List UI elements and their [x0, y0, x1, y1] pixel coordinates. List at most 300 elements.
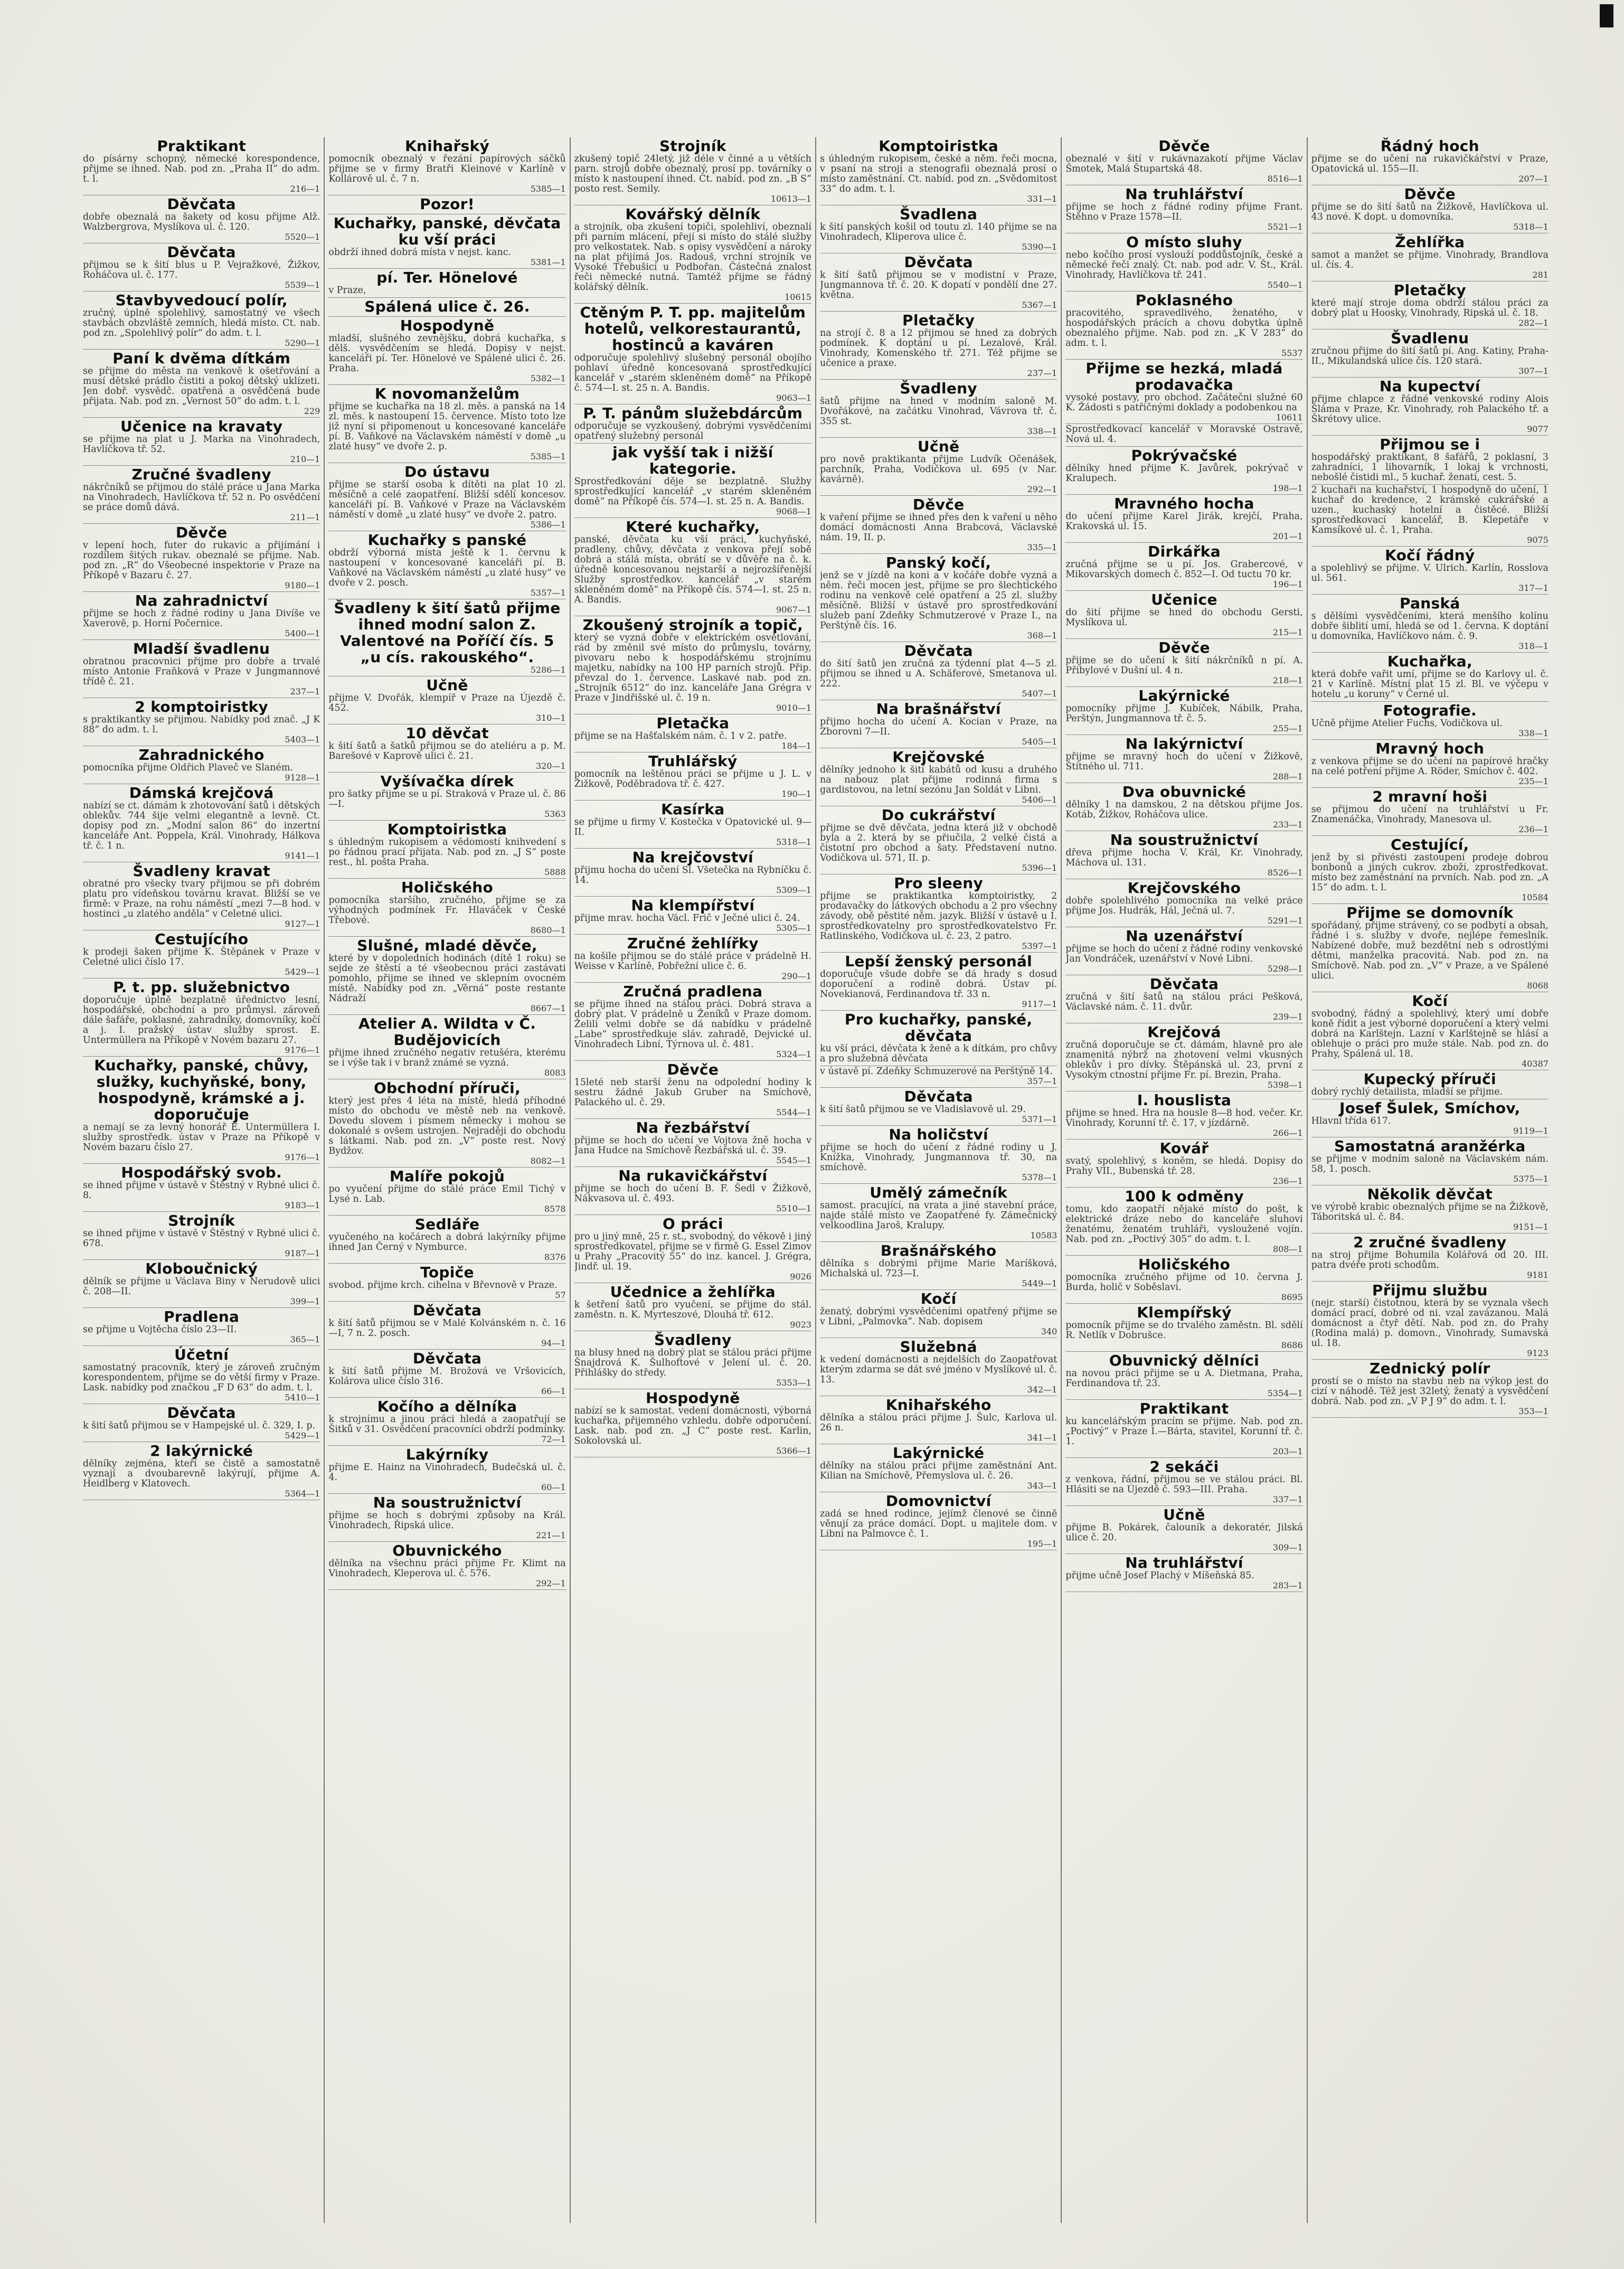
classified-ad: [328, 137, 565, 195]
classified-ad: [1311, 137, 1549, 185]
ad-text: k šití šatů přijme M. Brožová ve Vršovicích, Kolárova ulice číslo 316.: [328, 1366, 566, 1387]
ad-reference-number: 5353—1: [776, 1378, 811, 1388]
ad-headline: Stavbyvedoucí polír,: [115, 291, 288, 309]
ad-text: dělníky 1 na damskou, 2 na dětskou přijme Jos. Kotáb, Žižkov, Roháčova ulice.: [1065, 799, 1303, 820]
ad-reference-number: 5540—1: [1267, 280, 1303, 290]
ad-text: dělníka a stálou práci přijme J. Šulc, Karlova ul. 26 n.: [819, 1413, 1058, 1433]
classified-ad: [1065, 975, 1302, 1023]
classified-ad: [328, 317, 565, 385]
ad-headline: Pokrývačské: [1131, 447, 1238, 464]
ad-text: dělník se přijme u Václava Biny v Nerudově ulici č. 208—II.: [83, 1276, 320, 1297]
ad-headline: Mravného hocha: [1114, 495, 1254, 512]
ad-text: pomocníka zručného přijme od 10. června J. Burda, holič v Soběslavi.: [1065, 1272, 1303, 1293]
ad-reference-number: 5385—1: [530, 451, 566, 462]
ad-reference-number: 72—1: [541, 1434, 566, 1444]
ad-headline: Na rukavičkářství: [618, 1167, 768, 1184]
ad-text: z venkova přijme se do učení na papírové hračky na celé potření přijme A. Röder, Smíchov č. 402.: [1311, 756, 1549, 777]
ad-text: přijme se hned. Hra na housle 8—8 hod. večer. Kr. Vinohrady, Korunní tř. č. 17, v jízdárně.: [1065, 1108, 1303, 1128]
ad-text: samot a manžet se přijme. Vinohrady, Brandlova ul. čís. 4.: [1311, 250, 1549, 270]
classified-ad: [328, 1168, 565, 1216]
classified-ad: [328, 298, 565, 317]
classified-ad: [328, 599, 565, 676]
ad-reference-number: 9119—1: [1513, 1126, 1549, 1136]
ad-text: Hlavní třída 617.: [1311, 1116, 1391, 1126]
ad-headline: Obuvnického: [392, 1542, 502, 1559]
ad-headline: Pletačka: [656, 714, 730, 732]
classified-ad: [1311, 1137, 1549, 1185]
classified-ad: [83, 930, 320, 978]
ad-headline: Knihařského: [885, 1396, 992, 1414]
ad-reference-number: 10613—1: [770, 194, 811, 204]
ad-headline: Děvčata: [904, 253, 973, 271]
classified-ad: [1065, 735, 1302, 783]
classified-ad: [820, 1184, 1057, 1242]
ad-text: dělníka na všechnu práci přijme Fr. Klimt na Vinohradech, Kleperova ul. č. 576.: [328, 1558, 566, 1579]
ad-text: samost. pracující, na vrata a jiné stavební práce, najde stálé místo ve Zaopatřené fy. Zámečnický velkoodlina Jaroš, Kralupy.: [819, 1200, 1058, 1231]
ad-reference-number: 184—1: [781, 741, 811, 751]
ad-reference-number: 283—1: [1272, 1580, 1303, 1590]
ad-headline: pí. Ter. Hönelové: [376, 269, 518, 286]
classified-ad: [1065, 783, 1302, 831]
ad-reference-number: 5324—1: [776, 1049, 811, 1059]
ad-text: po vyučení přijme do stálé práce Emil Tichý v Lysé n. Lab.: [328, 1184, 566, 1204]
ad-headline: Kočího a dělníka: [377, 1398, 517, 1415]
ad-reference-number: 8680—1: [530, 925, 566, 935]
ad-text: nabízí se ct. dámám k zhotovování šatů i dětských oblekův. 744 šije velmi elegantně a levně. Ct. dopisy pod zn. „Modní salon 86“ do inzertní kanceláře Ant. Poppela, Král. Vinohrady, Hálkova tř. č. 1 n.: [83, 801, 320, 851]
ad-reference-number: 235—1: [1518, 776, 1549, 786]
ad-headline: Řádný hoch: [1380, 137, 1479, 155]
ad-reference-number: 218—1: [1272, 675, 1303, 685]
ad-reference-number: 215—1: [1272, 627, 1303, 637]
ad-reference-number: 9180—1: [285, 580, 320, 590]
ad-text: se ihned přijme v ústavě v Štěstný v Rybné ulici č. 8.: [83, 1180, 320, 1201]
classified-ad: [328, 1398, 565, 1446]
ad-reference-number: 5318—1: [1513, 222, 1549, 232]
ad-reference-number: 365—1: [290, 1334, 320, 1344]
ad-headline: Na klempířství: [631, 897, 755, 914]
classified-ad: [83, 1212, 320, 1260]
classified-ad: [820, 1088, 1057, 1126]
ad-reference-number: 342—1: [1027, 1385, 1058, 1395]
classified-ad: [1065, 495, 1302, 543]
ad-text: panské, děvčata ku vší práci, kuchyňské, pradleny, chůvy, děvčata z venkova přejí sobě dobrá a stálá místa, obrátí se v důvěře na č. k. úředně koncesovanou nejstarší a nejrozšířenější Služby sprostředkov. kancelář „v starém skleněném domě“ na Příkopě čís. 574—I. st. 25 n. A. Bandis.: [574, 534, 811, 605]
ad-reference-number: 5396—1: [1022, 863, 1058, 873]
ad-headline: Děvčata: [412, 1302, 482, 1319]
ad-reference-number: 5390—1: [1022, 242, 1058, 252]
ad-headline: Krejčová: [1147, 1023, 1221, 1041]
ad-text: nákrčníků se přijmou do stálé práce u Jana Marka na Vinohradech, Havlíčkova tř. 52 n. Po osvědčení se práce domů dává.: [83, 482, 320, 513]
ad-reference-number: 5378—1: [1022, 1172, 1058, 1182]
ad-text: doporučuje úplně bezplatně úřednictvo lesní, hospodářské, obchodní a pro průmysl. zároveň dále šafáře, poklasné, zahradníky, domovníky, kočí a j. I. pražský ústav služby sprost. E. Untermüllera na Příkopě v Novém bazaru 27.: [83, 995, 320, 1046]
ad-text: dělníky zejména, kteří se čistě a samostatně vyznají a dvoubarevně lakýrují, přijme A. Heidlberg v Klatovech.: [83, 1458, 320, 1489]
ad-headline: 2 sekáči: [1149, 1458, 1219, 1475]
ad-reference-number: 5429—1: [285, 967, 320, 977]
ad-reference-number: 5403—1: [285, 735, 320, 745]
ad-reference-number: 57: [555, 1290, 566, 1300]
ad-reference-number: 190—1: [781, 789, 811, 799]
ad-reference-number: 9151—1: [1513, 1222, 1549, 1232]
ad-text: prostí se o místo na stavbu neb na výkop jest do cizí v náhodě. Též jest 32letý, ženatý a vysvědčení dobrá. Nab. pod zn. „V P J 9“ do adm. t. l.: [1311, 1376, 1549, 1407]
ad-reference-number: 94—1: [541, 1338, 566, 1348]
ad-headline: Strojník: [168, 1212, 235, 1229]
classified-ad: [1065, 639, 1302, 687]
ad-text: do šití šatů jen zručná za týdenní plat 4—5 zl. přijmou se ihned u A. Schäferové, Smetanova ul. 222.: [819, 658, 1058, 689]
classified-ad: [328, 1350, 565, 1398]
ad-reference-number: 292—1: [535, 1578, 566, 1588]
ad-text: 15leté neb starší ženu na odpolední hodiny k sestru žádné Jakub Gruber na Smíchově, Palackého ul. č. 29.: [574, 1077, 811, 1108]
ad-headline: O místo sluhy: [1126, 233, 1242, 251]
classified-ad: [574, 1061, 811, 1119]
classified-ad: [328, 773, 565, 821]
classified-ad: [574, 444, 811, 518]
ad-text: jenž se v jízdě na koni a v kočáře dobře vyzná a něm. řeči mocen jest, přijme se pro šlechtického rodinu na venkově celé opatření a 25 zl. služby měsíčně. Bližší v ústavě pro sprostředkování služeb paní Zdeňky Schmutzerové v Praze I., na Perštýně čís. 16.: [819, 570, 1058, 631]
ad-text: k šití šatů přijmou se v Hampejské ul. č. 329, I. p.: [83, 1420, 316, 1431]
ad-reference-number: 5363: [544, 809, 566, 819]
ad-reference-number: 9181: [1527, 1270, 1549, 1280]
ad-headline: Knihařský: [404, 137, 490, 155]
ad-headline: Umělý zámečník: [870, 1184, 1008, 1201]
ad-headline: Brašnářského: [880, 1242, 997, 1259]
ad-reference-number: 5888: [544, 867, 566, 877]
ad-headline: Děvče: [667, 1061, 719, 1078]
ad-text: přijme se mravný hoch do učení v Žižkově, Štítného ul. 711.: [1065, 751, 1303, 772]
ad-reference-number: 808—1: [1272, 1244, 1303, 1254]
ad-headline: Do cukrářství: [881, 806, 996, 824]
ad-headline: Panská: [1400, 595, 1460, 612]
ad-text: ku vší práci, děvčata k ženě a k dítkám, pro chůvy a pro služebná děvčata: [819, 1043, 1058, 1064]
ad-reference-number: 237—1: [1027, 368, 1058, 378]
ad-text: na blusy hned na dobrý plat se stálou práci přijme Šnajdrová K. Šulhoftové v Jelení ul. č. 20. Přihlášky do středy.: [574, 1348, 811, 1378]
ad-text: přijme se hoch do učení B. F. Šedl v Žižkově, Nákvasova ul. č. 493.: [574, 1183, 811, 1204]
ad-headline: Přijmou se i: [1380, 436, 1480, 453]
classified-ad: [1065, 1256, 1302, 1304]
ad-headline: Zahradnického: [138, 746, 265, 764]
ad-headline: Lepší ženský personál: [845, 953, 1033, 970]
classified-ad: [1065, 687, 1302, 735]
ad-headline: Zednický polír: [1370, 1360, 1490, 1377]
ad-headline: Cestující,: [1391, 836, 1469, 853]
ad-reference-number: 8578: [544, 1204, 566, 1214]
ad-headline: Holičského: [1138, 1256, 1231, 1273]
ad-headline: Hospodyně: [646, 1389, 740, 1407]
ad-reference-number: 292—1: [1027, 484, 1058, 494]
ad-text: dělníky hned přijme K. Javůrek, pokrývač v Kralupech.: [1065, 463, 1303, 484]
ad-text: se přijme u firmy V. Kostečka v Opatovické ul. 9—II.: [574, 817, 811, 837]
ad-text: který se vyzná dobře v elektrickém osvětlování, rád by změnil své místo do průmyslu, továrny, pivovaru nebo k hospodářskému strojnímu majetku, nabídky na 100 HP parních strojů. Přip. převzal do 1. července. Laskavé nab. pod zn. „Strojník 6512“ do inz. kanceláře Jana Grégra v Praze v Jindřišské ul. č. 19 n.: [574, 633, 811, 703]
classified-ad: [1311, 378, 1549, 436]
ad-headline: Děvčata: [904, 642, 973, 660]
classified-ad: [820, 380, 1057, 438]
classified-ad: [820, 1396, 1057, 1444]
ad-reference-number: 237—1: [290, 686, 320, 696]
ad-text: dělníky na stálou práci přijme zaměstnání Ant. Kilian na Smíchově, Přemyslova ul. č. 26.: [819, 1461, 1058, 1481]
classified-ad: [820, 1492, 1057, 1550]
ad-text: svobodný, řádný a spolehlivý, který umí dobře koně řídit a jest výborné doporučení a který velmi dobrá na Karlštejn. Lazní v Karlštejně se hlásí a oblehuje o práci pro muže stále. Nab. pod zn. do Prahy, Spálená ul. 18.: [1311, 1009, 1549, 1059]
ad-text: obratnou pracovnici přijme pro dobře a trvalé místo Antonie Fraňková v Praze v Jungmannové třídě č. 21.: [83, 656, 320, 687]
ad-headline: Lakýrníky: [405, 1446, 489, 1463]
ad-reference-number: 9026: [790, 1272, 811, 1282]
ad-text: obdrží ihned dobrá místa v nejst. kanc.: [328, 247, 512, 258]
classified-ad: [83, 1164, 320, 1212]
ad-text: přijme chlapce z řádné venkovské rodiny Alois Šláma v Praze, Kr. Vinohrady, roh Palackého tř. a Škrétovy ulice.: [1311, 394, 1549, 425]
classified-ad: [328, 1302, 565, 1350]
ad-reference-number: 5521—1: [1267, 222, 1303, 232]
classified-ad: [820, 438, 1057, 496]
ad-headline: Děvče: [1158, 137, 1210, 155]
ad-headline: Děvče: [912, 496, 965, 513]
classified-ad: [328, 1079, 565, 1168]
classified-ad: [83, 1057, 320, 1164]
classified-ad: [820, 953, 1057, 1011]
ad-text: z venkova, řádní, přijmou se ve stálou práci. Bl. Hlásiti se na Újezdě č. 593—III. Praha.: [1065, 1474, 1303, 1495]
ad-headline: Zručná pradlena: [623, 983, 763, 1000]
ad-reference-number: 239—1: [1272, 1012, 1303, 1022]
ad-headline: Kuchařky, panské, chůvy, služky, kuchyňské, bony, hospodyně, krámské a j. doporučuje: [94, 1057, 309, 1123]
ad-reference-number: 5545—1: [776, 1155, 811, 1165]
ad-reference-number: 341—1: [1027, 1433, 1058, 1443]
ad-headline: Panský kočí,: [885, 554, 992, 571]
ad-reference-number: 229: [304, 406, 320, 416]
classified-ad: [574, 1119, 811, 1167]
ad-headline: Josef Šulek, Smíchov,: [1339, 1099, 1521, 1117]
classified-ad: [83, 1308, 320, 1346]
classified-ad: [574, 1389, 811, 1457]
ad-text: obdrží výborná místa ještě k 1. červnu k nastoupení v koncesované kanceláři pí. B. Vaňkové na Václavském náměstí „u zlaté husy“ ve dvoře v 2. posch.: [328, 548, 566, 588]
ad-text: s úhledným rukopisem, české a něm. řeči mocna, v psaní na stroji a stenografii obeznalá prosí o místo zaměstnání. Ct. nabíd. pod zn. „Svědomitost 33“ do adm. t. l.: [819, 154, 1058, 194]
ad-reference-number: 8083: [544, 1068, 566, 1078]
classified-ad: [83, 746, 320, 784]
ad-text: se přijme do města na venkově k ošetřování a musí dětské prádlo čistiti a pokoj dětský uklízeti. Jen dobř. vysvědč. opatřená a osvědčená bude přijata. Nab. pod zn. „Vernost 50“ do adm. t. l.: [83, 366, 320, 407]
classified-ad: [820, 312, 1057, 380]
ads-column: [79, 137, 325, 2223]
ad-headline: Na soustružnictví: [373, 1494, 522, 1511]
ad-reference-number: 60—1: [541, 1482, 566, 1492]
classified-ad: [574, 1167, 811, 1215]
ad-headline: Krejčovské: [892, 748, 985, 766]
ad-reference-number: 203—1: [1272, 1446, 1303, 1456]
ad-headline: Kupecký příruči: [1363, 1070, 1496, 1088]
ad-text: Sprostředkování děje se bezplatně. Služby sprostředkující kancelář „v starém skleněném domě“ na Příkopě čís. 574—I. st. 25 n. A. Bandis.: [574, 476, 811, 507]
ad-text: tomu, kdo zaopatří nějaké místo do pošt, k elektrické dráze nebo do kanceláře sluhovi ženatému, ženatém truhláři, vysloužené vojín. Nab. pod zn. „Poctivý 305“ do adm. t. l.: [1065, 1204, 1303, 1245]
classified-ad: [83, 862, 320, 930]
classified-ad: [83, 1260, 320, 1308]
ad-reference-number: 5385—1: [530, 184, 566, 194]
classified-ad: [1065, 291, 1302, 360]
classified-ad: [328, 879, 565, 937]
ad-reference-number: 210—1: [290, 454, 320, 464]
ad-text: které mají stroje doma obdrží stálou práci za dobrý plat u Hoosky, Vinohrady, Ripská ul. č. 18.: [1311, 298, 1549, 318]
ad-reference-number: 8376: [544, 1252, 566, 1262]
ad-text: obratné pro všecky tvary přijmou se při dobrém platu pro vídeňskou továrnu kravat. Bližší se ve firmě: v Praze, na rohu náměstí „mezi 7—8 hod. v hostinci „u zlatého anděla“ v Celetné ulici.: [83, 879, 320, 919]
ad-text: přijme se do učení na rukavičkářství v Praze, Opatovická ul. 155—II.: [1311, 154, 1549, 174]
ad-text: samostatný pracovník, který je zároveň zručným korespondentem, přijme se do větší firmy v Praze. Lask. nabídky pod značkou „F D 63“ do adm. t. l.: [83, 1362, 320, 1393]
ad-reference-number: 8068: [1527, 981, 1549, 991]
ad-text: k vedení domácnosti a nejdelších do Zaopatřovat kterým zdarma se dát své jméno v Myslíkové ul. č. 13.: [819, 1354, 1058, 1385]
classified-ad: [574, 518, 811, 616]
classified-ad: [328, 676, 565, 724]
ad-text: přijme se hoch do učení z řádné rodiny venkovské Jan Vondráček, uzenářství v Nové Libni.: [1065, 944, 1303, 964]
classified-ad: [1311, 904, 1549, 992]
ad-headline: Mladší švadlenu: [133, 640, 270, 657]
ad-reference-number: 5429—1: [285, 1430, 320, 1441]
ad-headline: Děvčata: [167, 195, 236, 213]
ads-column: [1062, 137, 1307, 2223]
classified-ad: [820, 496, 1057, 554]
ad-text: se přijmou do učení na truhlářství u Fr. Znamenáčka, Vinohrady, Manesova ul.: [1311, 804, 1549, 825]
classified-ad: [820, 1126, 1057, 1184]
ad-headline: Děvčata: [167, 243, 236, 261]
ad-reference-number: 8082—1: [530, 1156, 566, 1166]
ad-headline: Poklasného: [1135, 291, 1233, 309]
ad-reference-number: 8695: [1281, 1292, 1303, 1302]
classified-ad: [83, 137, 320, 195]
classified-ad: [1311, 281, 1549, 329]
classified-ad: [1065, 1091, 1302, 1140]
ad-text: se přijme na plat u J. Marka na Vinohradech, Havlíčkova tř. 52.: [83, 434, 320, 455]
ad-reference-number: 9187—1: [285, 1248, 320, 1258]
classified-ad: [1065, 1023, 1302, 1091]
ad-text: zručný, úplně spolehlivý, samostatný ve všech stavbách obzvláště zemních, hledá místo. Ct. nab. pod zn. „Spolehlivý polír“ do adm. t. l.: [83, 308, 320, 338]
classified-ad: [1311, 185, 1549, 233]
ad-text: pomocníka staršího, zručného, přijme se za výhodných podmínek Fr. Hlaváček v České Třebové.: [328, 895, 566, 926]
ad-text: s dělšími vysvědčeními, která menšího kolínu dobře šiblití umí, hledá se od 1. června. K doptání u domovníka, Havlíčkovo nám. č. 9.: [1311, 611, 1549, 642]
ad-text: přijme se dvě děvčata, jedna která již v obchodě byla a 2. která by se přiučila, 2 velké čistá a čistotní pro obchod a šaty. Představení nutno. Vodičkova ul. 571, II. p.: [819, 823, 1058, 863]
ad-text: ženatý, dobrými vysvědčeními opatřený přijme se v Libni, „Palmovka“. Nab. dopisem: [819, 1306, 1058, 1327]
classified-ad: [574, 616, 811, 714]
ad-headline: Komptoiristka: [879, 137, 999, 155]
ad-reference-number: 211—1: [290, 512, 320, 522]
ad-headline: Učenice na kravaty: [120, 418, 283, 435]
ad-reference-number: 5407—1: [1022, 689, 1058, 699]
ad-reference-number: 340: [1041, 1326, 1058, 1336]
classified-ad: [574, 1215, 811, 1283]
ad-headline: Děvče: [1404, 185, 1456, 203]
classified-ad: [574, 983, 811, 1061]
ad-headline: Účetní: [174, 1346, 229, 1363]
ad-headline: P. t. pp. služebnictvo: [113, 978, 290, 996]
ad-text: dobrý rychlý detailista, mladší se přijme.: [1311, 1087, 1503, 1097]
ad-text: do učení přijme Karel Jirák, krejčí, Praha, Krakovská ul. 15.: [1065, 511, 1303, 532]
classified-ad: [574, 137, 811, 205]
ad-headline: Ctěným P. T. pp. majitelům hotelů, velkorestaurantů, hostinců a kaváren: [580, 304, 806, 354]
classified-ad: [328, 724, 565, 773]
classified-ad: [820, 205, 1057, 253]
ad-text: hospodářský praktikant, 8 šafářů, 2 poklasní, 3 zahradníci, 1 lihovarník, 1 lokaj k vrchnosti, nebošlé čistidi ml., 5 kuchař. ženatí, cest. 5.: [1311, 452, 1549, 483]
classified-ad: [1065, 447, 1302, 495]
ad-headline: Dirkářka: [1148, 543, 1221, 560]
ad-text: pro u jiný mně, 25 r. st., svobodný, do věkově i jiný sprostředkovatel, přijme se v firmě G. Essel Zimov u Prahy „Pracovitý 55“ do inz. kancel. J. Grégra, Jindř. ul. 19.: [574, 1231, 811, 1272]
ad-text: ve výrobě krabic obeznalých přijme se na Žižkově, Táboritská ul. č. 84.: [1311, 1202, 1549, 1222]
ad-headline: 10 děvčat: [405, 724, 489, 742]
ad-reference-number: 5510—1: [776, 1203, 811, 1213]
classified-ad: [820, 1444, 1057, 1492]
ad-reference-number: 5305—1: [776, 923, 811, 933]
ad-text: Učně přijme Atelier Fuchs, Vodičkova ul.: [1311, 718, 1503, 729]
ad-text: k šití šatů přijmou se v modistní v Praze, Jungmannova tř. č. 20. K dopatí v pondělí dne 27. května.: [819, 270, 1058, 300]
ad-headline: Na kupectví: [1379, 378, 1480, 395]
ad-headline: Učně: [426, 676, 468, 694]
ad-text: ku kancelářským pracím se přijme. Nab. pod zn. „Poctivý“ v Praze I.—Bárta, stavitel, Korunní tř. č. 1.: [1065, 1416, 1303, 1447]
ad-reference-number: 335—1: [1027, 542, 1058, 552]
ad-headline: Děvče: [1158, 639, 1210, 656]
ad-text: k vaření přijme se ihned přes den k vaření u něho domácí domácnosti Anna Brabcová, Václavské nám. 19, II. p.: [819, 512, 1058, 543]
ad-headline: Učenice: [1151, 591, 1217, 608]
ad-headline: Na krejčovství: [632, 849, 753, 866]
ad-headline: Švadleny kravat: [133, 862, 270, 880]
ad-text: doporučuje všude dobře se dá hrady s dosud doporučení a rodině dobrá. Ústav pí. Novekianová, Ferdinandova tř. 33 n.: [819, 969, 1058, 1000]
ad-headline: Pro sleeny: [894, 874, 984, 892]
classified-ad: [83, 640, 320, 698]
classified-ad: [1311, 436, 1549, 485]
ad-headline: Kovář: [1159, 1140, 1209, 1157]
classified-ad: [83, 1442, 320, 1500]
ad-reference-number: 5286—1: [530, 665, 566, 675]
ad-text: přijme se hoch z řádné rodiny přijme Frant. Stěhno v Praze 1578—II.: [1065, 202, 1303, 222]
ad-text: zadá se hned rodince, jejímž členové se činně věnují za práce domácí. Dopt. u majitele dom. v Libni na Palmovce č. 1.: [819, 1509, 1058, 1539]
ad-reference-number: 5371—1: [1022, 1114, 1058, 1124]
ad-headline: Klempířský: [1137, 1304, 1232, 1321]
classified-ad: [328, 1542, 565, 1590]
ad-text: k šetření šatů pro vyučení, se přijme do stál. zaměstn. n. K. Myrteszové, Dlouhá tř. 612.: [574, 1300, 811, 1320]
ad-headline: Učednice a žehlířka: [610, 1283, 776, 1301]
ad-reference-number: 9123: [1527, 1348, 1549, 1358]
ad-headline: Obchodní příruči,: [373, 1079, 521, 1097]
classified-ad: [820, 554, 1057, 642]
ad-reference-number: 399—1: [290, 1296, 320, 1306]
ad-headline: Mravný hoch: [1375, 740, 1485, 757]
ad-reference-number: 9010—1: [776, 703, 811, 713]
classified-ad: [83, 1346, 320, 1404]
ad-reference-number: 309—1: [1272, 1542, 1303, 1552]
ad-text: přijme učně Josef Plachý v Míšeňská 85.: [1065, 1570, 1254, 1581]
classified-ad: [1311, 1360, 1549, 1418]
ad-reference-number: 5537: [1281, 348, 1303, 358]
ad-headline: Na lakýrnictví: [1125, 735, 1243, 752]
ad-headline: Přijme se domovník: [1346, 904, 1514, 921]
classified-ad: [1311, 1185, 1549, 1234]
ad-reference-number: 221—1: [535, 1530, 566, 1540]
ad-text: k strojnímu a jinou práci hledá a zaopatřují se Šitků v 31. Osvědčení pracovníci obdrží podmínky.: [328, 1414, 566, 1435]
ad-headline: Malíře pokojů: [389, 1168, 505, 1185]
classified-ad: [328, 1015, 565, 1079]
ad-headline: Učně: [1163, 1506, 1205, 1523]
classified-ad: [328, 1216, 565, 1264]
ad-reference-number: 10615: [785, 292, 811, 302]
ad-text: přijme se starší osoba k dítěti na plat 10 zl. měsíčně a celé zaopatření. Bližší sdělí koncesov. kanceláři pí. B. Vaňkové v Praze na Václavském náměstí v domě „u zlaté husy“ ve dvoře 2. patro.: [328, 479, 566, 520]
classified-ad: [1311, 702, 1549, 740]
classified-ad: [820, 806, 1057, 874]
classified-ad: [574, 304, 811, 404]
ad-reference-number: 5290—1: [285, 338, 320, 348]
ad-headline: Přijmu službu: [1372, 1282, 1488, 1299]
classified-ad: [1311, 1099, 1549, 1137]
ad-reference-number: 338—1: [1518, 728, 1549, 738]
ad-reference-number: 198—1: [1272, 483, 1303, 493]
ad-reference-number: 290—1: [781, 971, 811, 981]
ad-text: dobře obeznalá na šakety od kosu přijme Alž. Walzbergrova, Myslíkova ul. č. 120.: [83, 212, 320, 232]
ad-headline: Pozor!: [420, 195, 475, 213]
ad-headline: Atelier A. Wildta v Č. Budějovicích: [358, 1015, 536, 1049]
classified-ad: [820, 700, 1057, 748]
classified-ad: [820, 137, 1057, 205]
ad-text: v Praze,: [328, 285, 366, 296]
classified-ad: [1065, 360, 1302, 424]
ad-headline: Na soustružnictví: [1110, 831, 1259, 849]
ad-text: přijme V. Dvořák, klempíř v Praze na Újezdě č. 452.: [328, 693, 566, 713]
ad-text: přijme se hoch do učení z řádné rodiny u J. Knížka, Vinohrady, Jungmannova tř. 30, na smíchově.: [819, 1142, 1058, 1173]
ad-reference-number: 5398—1: [1267, 1080, 1303, 1090]
ad-text: pro nově praktikanta přijme Ludvík Očenášek, parchník, Praha, Vodičkova ul. 695 (v Nar. kavárně).: [819, 454, 1058, 485]
